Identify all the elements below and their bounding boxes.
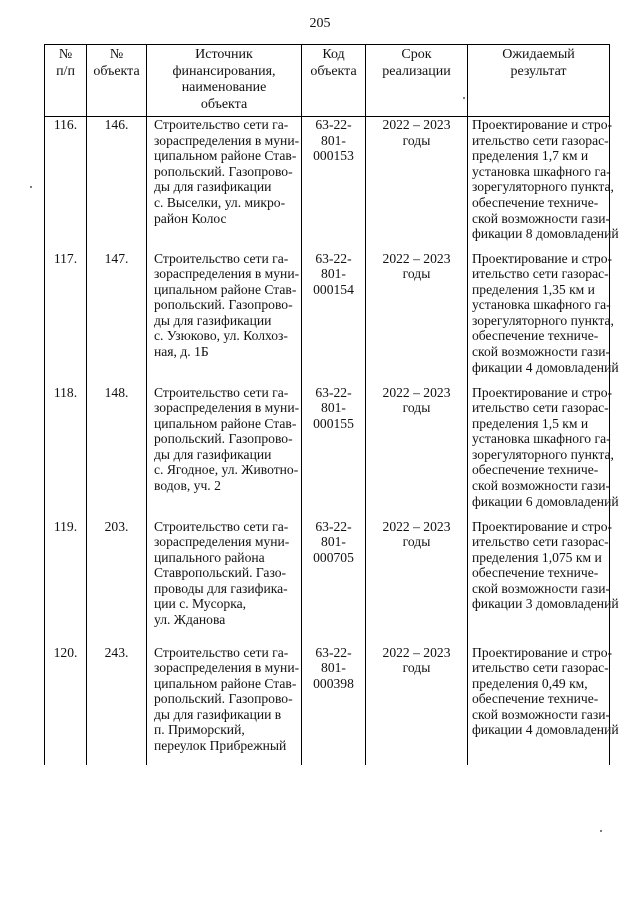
text-line: ды для газификации (154, 179, 272, 195)
text-line: объекта (93, 63, 140, 79)
scan-speck (30, 186, 32, 188)
text-line: фикации 8 домовладений (472, 226, 619, 242)
text-line: ропольский. Газопрово- (154, 297, 293, 313)
text-line: зораспределения в муни- (154, 400, 300, 416)
text-line: 801- (321, 534, 346, 550)
period-cell (366, 251, 468, 385)
table-header-row (45, 45, 610, 117)
period-cell (366, 385, 468, 519)
text-line: зорегуляторного пункта, (472, 312, 614, 328)
text-line: 2022 – 2023 (382, 117, 451, 132)
header-source (147, 45, 302, 117)
text-line: Проектирование и стро- (472, 117, 613, 132)
scan-speck (600, 830, 602, 832)
text-line: 63-22- (315, 518, 352, 534)
result-cell (468, 250, 619, 385)
header-code (302, 45, 366, 117)
text-line: ительство сети газорас- (472, 660, 609, 676)
header-period (366, 45, 468, 117)
table-row (45, 251, 610, 385)
header-result (468, 45, 610, 117)
result-cell (468, 384, 619, 519)
object-number-cell: 148. (87, 385, 147, 519)
text-line: Строительство сети га- (154, 250, 289, 266)
text-line: Ожидаемый (502, 47, 575, 62)
text-line: 63-22- (315, 384, 352, 400)
text-line: 2022 – 2023 (382, 250, 451, 266)
text-line: п. Приморский, (154, 722, 245, 738)
text-line: фикации 4 домовладений (472, 359, 619, 375)
text-line: реализации (382, 63, 451, 79)
row-number-cell: 118. (45, 385, 87, 519)
scan-speck (463, 97, 465, 99)
text-line: проводы для газифика- (154, 580, 288, 596)
text-line: Строительство сети га- (154, 518, 289, 534)
text-line: годы (402, 660, 431, 676)
text-line: ропольский. Газопрово- (154, 431, 293, 447)
period-cell (366, 117, 468, 251)
text-line: фикации 4 домовладений (472, 722, 619, 738)
text-line: установка шкафного га- (472, 431, 611, 447)
text-line: пределения 1,7 км и (472, 148, 589, 164)
text-line: фикации 3 домовладений (472, 596, 619, 612)
text-line: пределения 1,075 км и (472, 549, 602, 565)
text-line: ная, д. 1Б (154, 344, 209, 360)
result-cell (468, 117, 619, 251)
text-line: Срок (401, 47, 432, 62)
text-line: 2022 – 2023 (382, 518, 451, 534)
text-line: зорегуляторного пункта, (472, 179, 614, 195)
text-line: ской возможности гази- (472, 478, 611, 494)
text-line: Проектирование и стро- (472, 384, 613, 400)
text-line: финансирования, (172, 63, 276, 79)
text-line: ской возможности гази- (472, 210, 611, 226)
text-line: 63-22- (315, 117, 352, 132)
text-line: 801- (321, 132, 346, 148)
text-line: годы (402, 400, 431, 416)
text-line: обеспечение техниче- (472, 328, 599, 344)
text-line: ской возможности гази- (472, 706, 611, 722)
text-line: результат (510, 63, 567, 79)
text-line: ципальном районе Став- (154, 675, 297, 691)
text-line: установка шкафного га- (472, 163, 611, 179)
table-row (45, 385, 610, 519)
text-line: район Колос (154, 210, 227, 226)
period-cell (366, 645, 468, 765)
text-line: ропольский. Газопрово- (154, 163, 293, 179)
text-line: ципальном районе Став- (154, 281, 297, 297)
code-cell (302, 251, 366, 385)
page-number: 205 (309, 16, 331, 31)
row-number-cell: 116. (45, 117, 87, 251)
text-line: зораспределения в муни- (154, 132, 300, 148)
text-line: годы (402, 266, 431, 282)
table-body (45, 117, 619, 765)
text-line: установка шкафного га- (472, 297, 611, 313)
source-cell (147, 519, 302, 645)
table-row (45, 117, 610, 251)
text-line: обеспечение техниче- (472, 462, 599, 478)
result-cell (468, 644, 619, 765)
text-line: 801- (321, 266, 346, 282)
text-line: Источник (195, 47, 253, 62)
table-row (45, 519, 610, 645)
text-line: объекта (200, 96, 248, 112)
text-line: п/п (56, 63, 75, 79)
text-line: Ставропольский. Газо- (154, 565, 287, 581)
text-line: 801- (321, 400, 346, 416)
text-line: годы (402, 132, 431, 148)
text-line: Строительство сети га- (154, 384, 289, 400)
code-cell (302, 645, 366, 765)
text-line: ципальном районе Став- (154, 415, 297, 431)
text-line: наименование (181, 80, 267, 95)
text-line: 63-22- (315, 644, 352, 660)
text-line: ды для газификации (154, 312, 272, 328)
text-line: Проектирование и стро- (472, 644, 613, 660)
text-line: Строительство сети га- (154, 644, 289, 660)
text-line: ции с. Мусорка, (154, 596, 247, 612)
code-cell (302, 117, 366, 251)
text-line: пределения 1,5 км и (472, 415, 589, 431)
header-object-number (87, 45, 147, 117)
text-line: переулок Прибрежный (154, 738, 287, 754)
text-line: № (109, 47, 124, 62)
text-line: зораспределения муни- (154, 534, 290, 550)
text-line: обеспечение техниче- (472, 691, 599, 707)
text-line: Строительство сети га- (154, 117, 289, 132)
text-line: годы (402, 534, 431, 550)
text-line: ципального района (154, 549, 265, 565)
text-line: 000705 (313, 549, 354, 565)
text-line: пределения 0,49 км, (472, 675, 588, 691)
text-line: ительство сети газорас- (472, 534, 609, 550)
source-cell (147, 117, 302, 251)
text-line: 63-22- (315, 250, 352, 266)
row-number-cell: 120. (45, 645, 87, 765)
row-number-cell: 119. (45, 519, 87, 645)
source-cell (147, 385, 302, 519)
code-cell (302, 519, 366, 645)
text-line: ской возможности гази- (472, 344, 611, 360)
text-line: 000398 (313, 675, 354, 691)
text-line: 000155 (313, 415, 354, 431)
source-cell (147, 645, 302, 765)
period-cell (366, 519, 468, 645)
text-line: ительство сети газорас- (472, 132, 609, 148)
text-line: ды для газификации (154, 446, 272, 462)
object-number-cell: 243. (87, 645, 147, 765)
text-line: Проектирование и стро- (472, 250, 613, 266)
text-line: 2022 – 2023 (382, 644, 451, 660)
text-line: объекта (310, 63, 357, 79)
text-line: обеспечение техниче- (472, 194, 599, 210)
row-number-cell: 117. (45, 251, 87, 385)
text-line: зораспределения в муни- (154, 266, 300, 282)
text-line: с. Выселки, ул. микро- (154, 194, 286, 210)
text-line: водов, уч. 2 (154, 478, 221, 494)
text-line: пределения 1,35 км и (472, 281, 595, 297)
code-cell (302, 385, 366, 519)
text-line: 2022 – 2023 (382, 384, 451, 400)
text-line: ды для газификации в (154, 706, 282, 722)
header-row-number (45, 45, 87, 117)
text-line: ской возможности гази- (472, 580, 611, 596)
text-line: зорегуляторного пункта, (472, 446, 614, 462)
text-line: № (58, 47, 73, 62)
source-cell (147, 251, 302, 385)
text-line: ул. Жданова (154, 612, 226, 628)
text-line: с. Ягодное, ул. Животно- (154, 462, 299, 478)
text-line: обеспечение техниче- (472, 565, 599, 581)
text-line: Код (322, 47, 345, 62)
text-line: ительство сети газорас- (472, 400, 609, 416)
text-line: ропольский. Газопрово- (154, 691, 293, 707)
text-line: 000153 (313, 148, 354, 164)
text-line: фикации 6 домовладений (472, 493, 619, 509)
financing-table (44, 44, 619, 765)
text-line: 000154 (313, 281, 354, 297)
text-line: с. Узюково, ул. Колхоз- (154, 328, 288, 344)
text-line: зораспределения в муни- (154, 660, 300, 676)
result-cell (468, 518, 619, 645)
text-line: ципальном районе Став- (154, 148, 297, 164)
object-number-cell: 146. (87, 117, 147, 251)
table-row (45, 645, 610, 765)
object-number-cell: 147. (87, 251, 147, 385)
object-number-cell: 203. (87, 519, 147, 645)
text-line: Проектирование и стро- (472, 518, 613, 534)
text-line: 801- (321, 660, 346, 676)
text-line: ительство сети газорас- (472, 266, 609, 282)
